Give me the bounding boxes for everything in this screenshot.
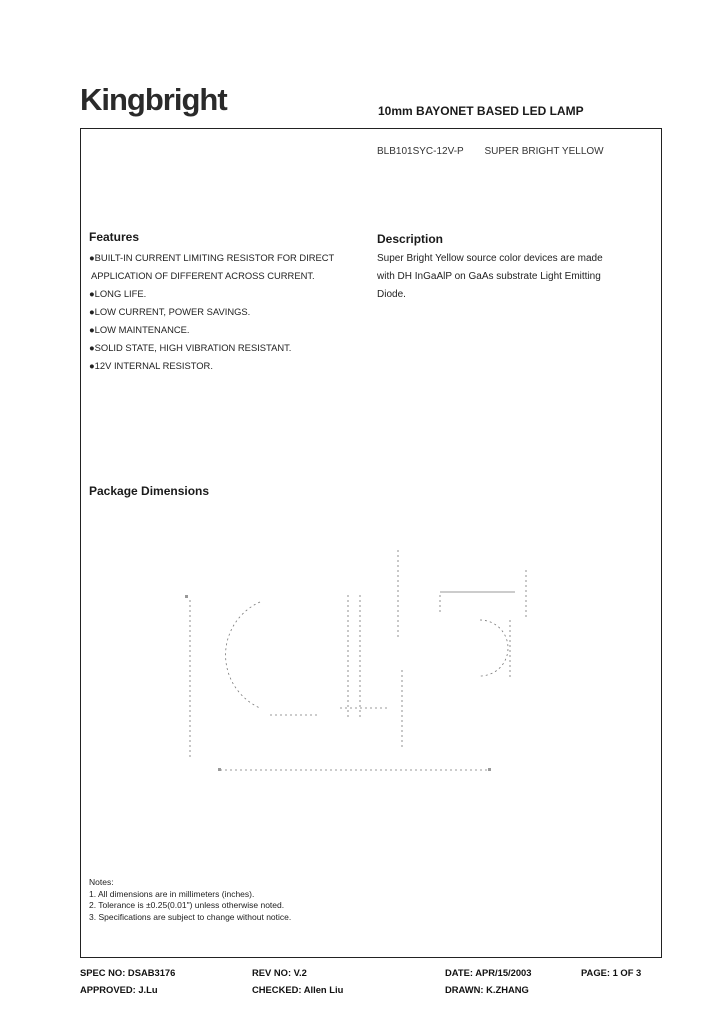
document-title: 10mm BAYONET BASED LED LAMP bbox=[378, 104, 584, 118]
bullet-icon: ● bbox=[89, 252, 95, 263]
feature-item: ●LOW MAINTENANCE. bbox=[89, 324, 190, 335]
part-info bbox=[377, 146, 622, 157]
feature-item: ●LOW CURRENT, POWER SAVINGS. bbox=[89, 306, 251, 317]
bullet-icon: ● bbox=[89, 342, 95, 353]
note-item: 2. Tolerance is ±0.25(0.01") unless otherwise noted. bbox=[89, 900, 285, 910]
spec-number: SPEC NO: DSAB3176 bbox=[80, 967, 176, 978]
document-date: DATE: APR/15/2003 bbox=[445, 967, 532, 978]
feature-item: ●BUILT-IN CURRENT LIMITING RESISTOR FOR DIRECT bbox=[89, 252, 335, 263]
description-line: Diode. bbox=[377, 289, 406, 300]
feature-item: APPLICATION OF DIFFERENT ACROSS CURRENT. bbox=[91, 270, 315, 281]
description-text bbox=[377, 250, 647, 304]
features-list bbox=[89, 249, 334, 375]
notes-heading: Notes: bbox=[89, 877, 114, 887]
package-drawing bbox=[150, 540, 550, 780]
feature-item: ●LONG LIFE. bbox=[89, 288, 147, 299]
part-color: SUPER BRIGHT YELLOW bbox=[484, 146, 604, 157]
description-line: with DH InGaAlP on GaAs substrate Light Emitting bbox=[377, 271, 601, 282]
note-item: 3. Specifications are subject to change without notice. bbox=[89, 911, 292, 922]
part-number: BLB101SYC-12V-P bbox=[377, 146, 464, 157]
bullet-icon: ● bbox=[89, 288, 95, 299]
package-dimensions-heading: Package Dimensions bbox=[89, 484, 210, 498]
lens-outline bbox=[226, 602, 260, 708]
features-heading: Features bbox=[89, 230, 140, 244]
drawn-by: DRAWN: K.ZHANG bbox=[445, 984, 529, 995]
description-heading: Description bbox=[377, 232, 444, 246]
page-number: PAGE: 1 OF 3 bbox=[581, 967, 642, 978]
checked-by: CHECKED: Allen Liu bbox=[252, 984, 344, 995]
revision-number: REV NO: V.2 bbox=[252, 967, 307, 978]
approved-by: APPROVED: J.Lu bbox=[80, 984, 158, 995]
description-line: Super Bright Yellow source color devices are made bbox=[377, 253, 603, 264]
notes bbox=[89, 877, 291, 923]
kingbright-logo: Kingbright bbox=[80, 82, 227, 117]
note-item: 1. All dimensions are in millimeters (inches). bbox=[89, 888, 255, 899]
feature-item: ●12V INTERNAL RESISTOR. bbox=[89, 360, 213, 371]
feature-item: ●SOLID STATE, HIGH VIBRATION RESISTANT. bbox=[89, 342, 292, 353]
bullet-icon: ● bbox=[89, 306, 95, 317]
bullet-icon: ● bbox=[89, 324, 95, 335]
bullet-icon: ● bbox=[89, 360, 95, 371]
